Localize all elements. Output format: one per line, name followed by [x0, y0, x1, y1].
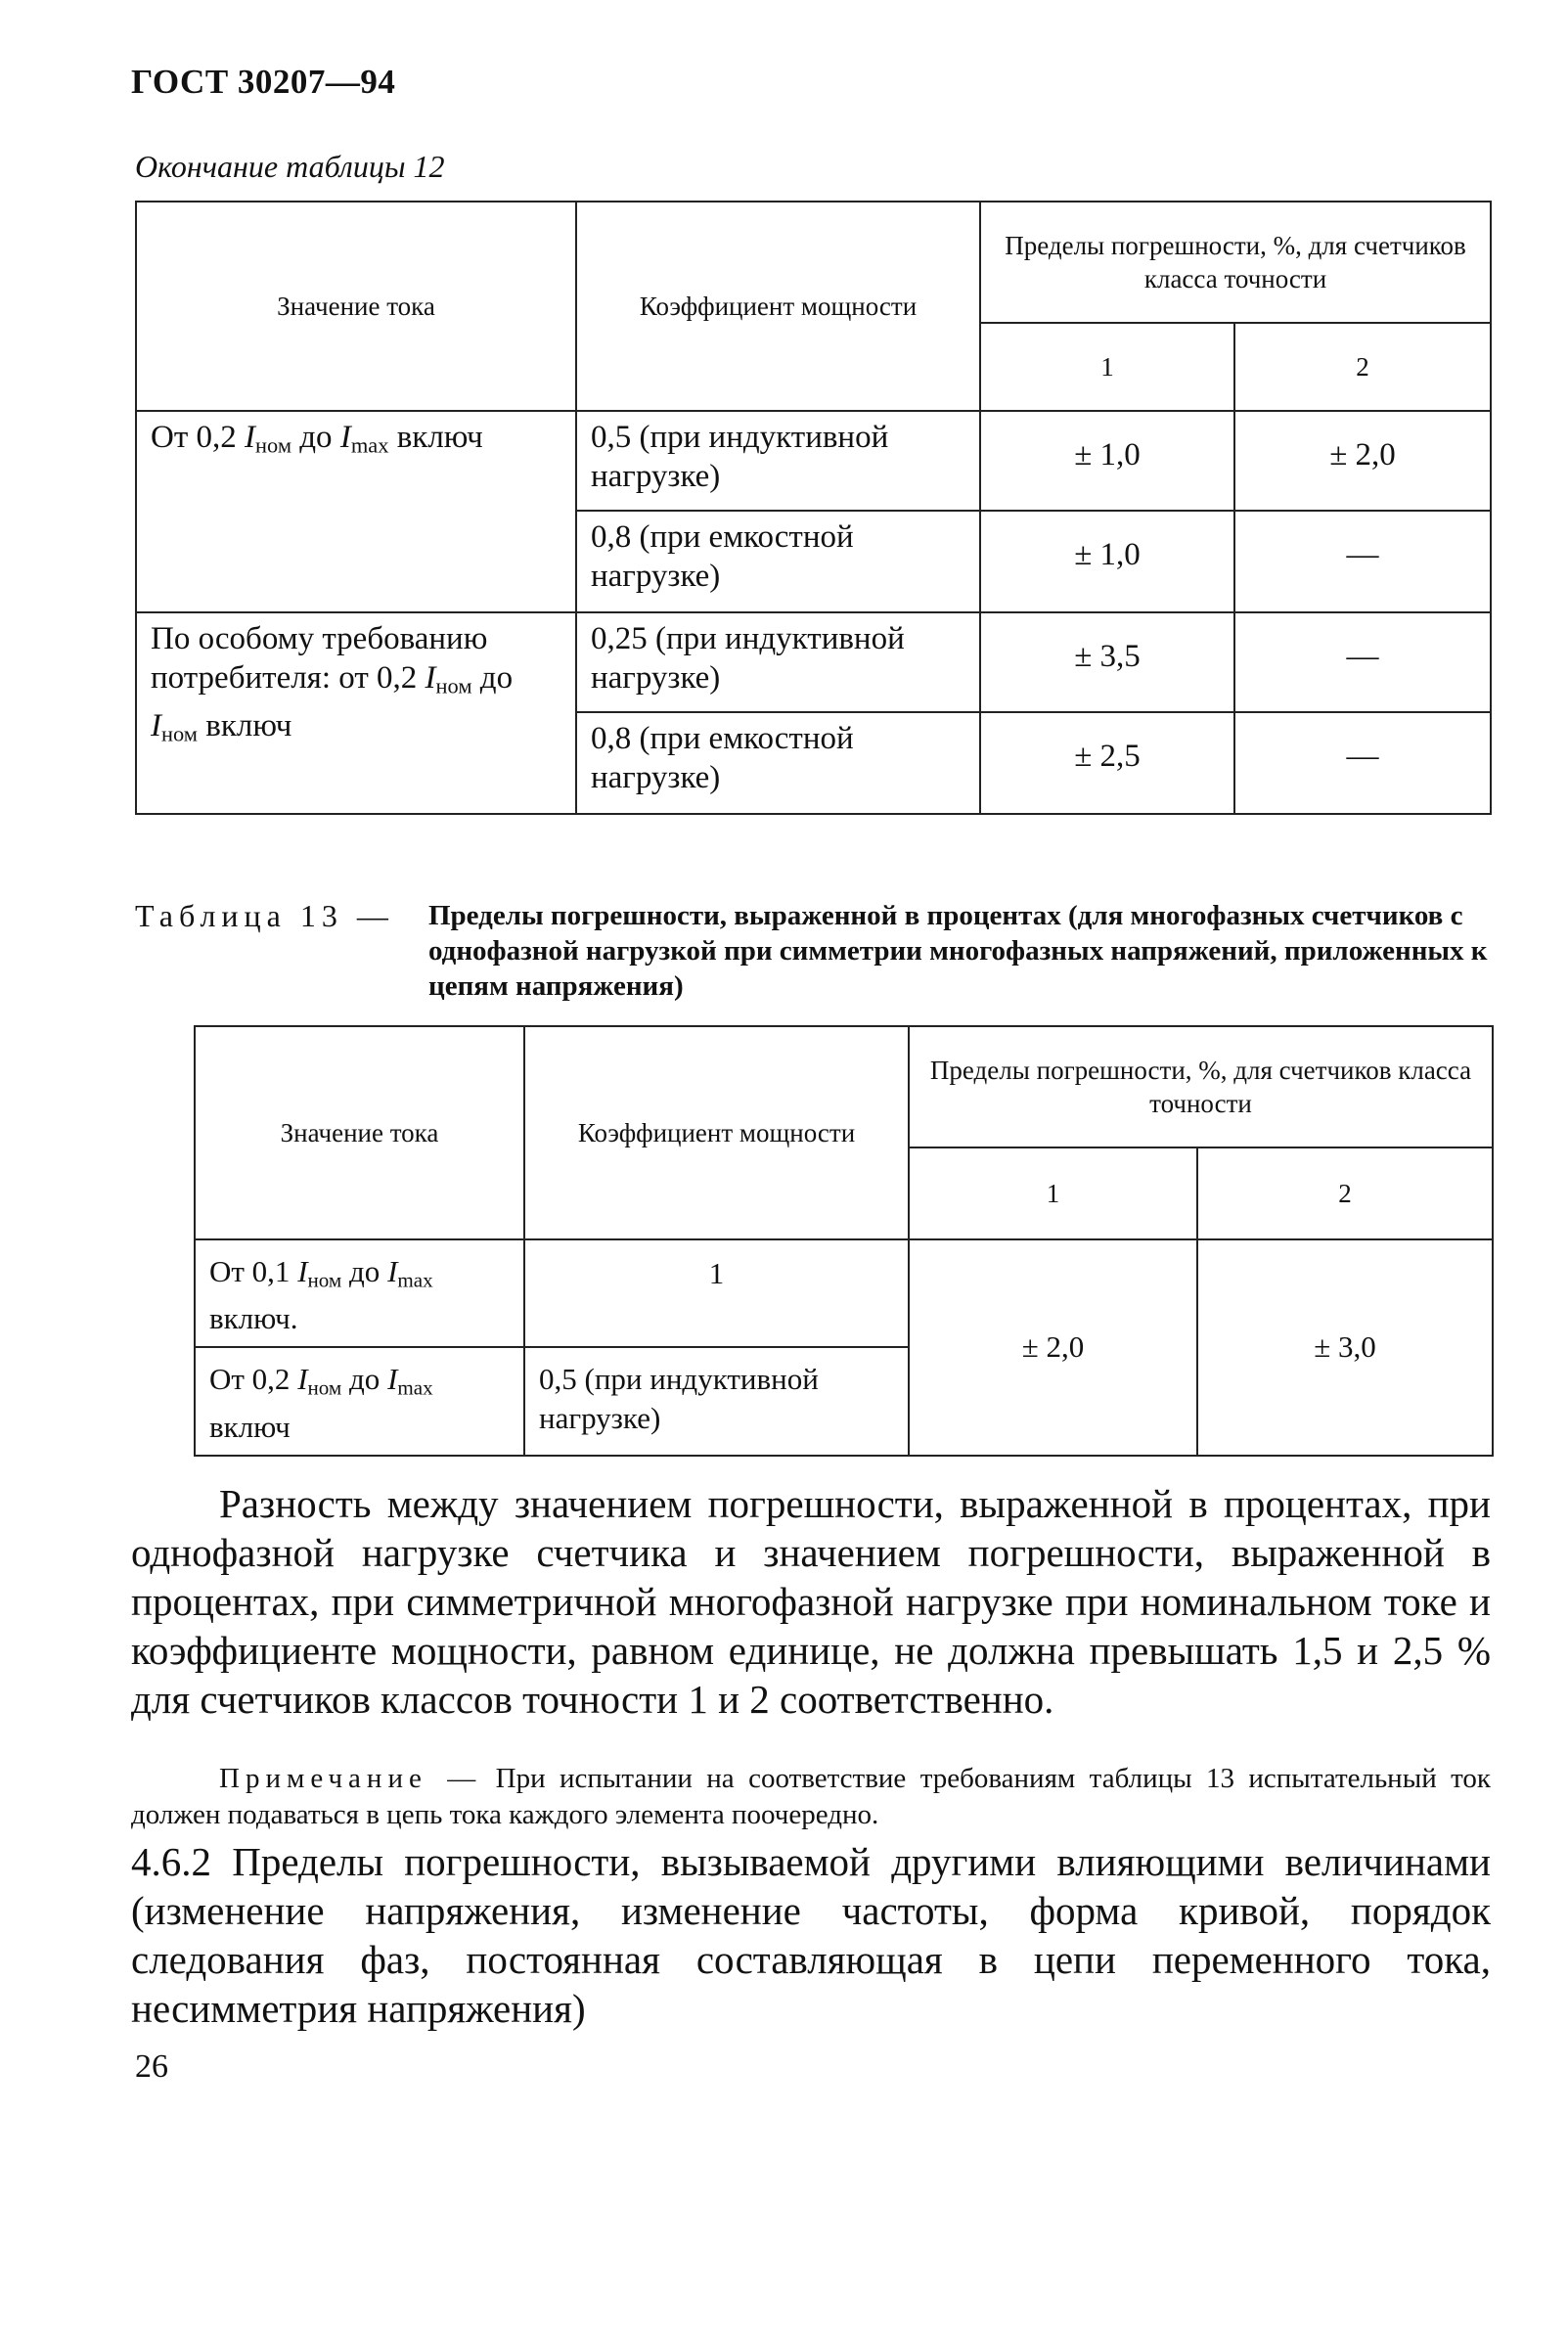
header-power-factor: Коэффициент мощности: [524, 1026, 909, 1239]
document-header: ГОСТ 30207—94: [131, 63, 396, 101]
table-row-current: От 0,2 $I_{ном}$ до $I_{max}$ включ: [195, 1347, 524, 1455]
note: [131, 1761, 1491, 1833]
header-class-1: 1: [909, 1147, 1197, 1239]
table13-title: Пределы погрешности, выраженной в процентах (для многофазных счетчиков с однофазной нагрузкой при симметрии многофазных напряжений, приложенных к цепям напряжения): [428, 900, 1488, 1002]
table-13: [194, 1025, 1494, 1457]
power-factor-cell: 1: [524, 1239, 909, 1347]
table12-caption: Окончание таблицы 12: [135, 149, 445, 184]
header-current: Значение тока: [195, 1026, 524, 1239]
power-factor-cell: 0,5 (при индуктивной нагрузке): [524, 1347, 909, 1455]
header-class-2: 2: [1234, 323, 1491, 411]
table-row-current: По особому требованию потребителя: от 0,2 $I_{ном}$ до $I_{ном}$ включ: [136, 612, 576, 814]
body-paragraph: [131, 1479, 1491, 1724]
note-label: Примечание —: [219, 1763, 482, 1794]
page-number: 26: [135, 2048, 168, 2085]
header-class-1: 1: [980, 323, 1234, 411]
class-1-value: ± 1,0: [980, 511, 1234, 612]
table-row-current: От 0,1 $I_{ном}$ до $I_{max}$ включ.: [195, 1239, 524, 1347]
class-2-value: ± 3,0: [1197, 1239, 1493, 1456]
power-factor-cell: 0,8 (при емкостной нагрузке): [576, 511, 980, 612]
class-2-value: ± 2,0: [1234, 411, 1491, 511]
section-text: 4.6.2 Пределы погрешности, вызываемой другими влияющими величинами (изменение напряжения, изменение частоты, форма кривой, порядок следования фаз, постоянная составляющая в цепи переменного тока, несимметрия напряжения): [131, 1839, 1491, 2031]
class-2-value: —: [1234, 712, 1491, 814]
power-factor-cell: 0,5 (при индуктивной нагрузке): [576, 411, 980, 511]
table13-label: Таблица 13 —: [135, 898, 394, 933]
header-limits: Пределы погрешности, %, для счетчиков класса точности: [909, 1026, 1493, 1147]
class-1-value: ± 3,5: [980, 612, 1234, 712]
paragraph-text: Разность между значением погрешности, выраженной в процентах, при однофазной нагрузке счетчика и значением погрешности, выраженной в процентах, при симметричной многофазной нагрузке при номинальном токе и коэффициенте мощности, равном единице, не должна превышать 1,5 и 2,5 % для счетчиков классов точности 1 и 2 соответственно.: [131, 1481, 1491, 1722]
table-row-current: От 0,2 $I_{ном}$ до $I_{max}$ включ: [136, 411, 576, 612]
class-2-value: —: [1234, 511, 1491, 612]
class-1-value: ± 2,0: [909, 1239, 1197, 1456]
header-power-factor: Коэффициент мощности: [576, 202, 980, 411]
table13-caption: [135, 898, 1490, 1002]
power-factor-cell: 0,8 (при емкостной нагрузке): [576, 712, 980, 814]
note-text: При испытании на соответствие требованиям таблицы 13 испытательный ток должен подаваться в цепь тока каждого элемента поочередно.: [131, 1763, 1491, 1830]
header-limits: Пределы погрешности, %, для счетчиков класса точности: [980, 202, 1491, 323]
class-2-value: —: [1234, 612, 1491, 712]
header-current: Значение тока: [136, 202, 576, 411]
table-12: [135, 201, 1492, 815]
class-1-value: ± 2,5: [980, 712, 1234, 814]
power-factor-cell: 0,25 (при индуктивной нагрузке): [576, 612, 980, 712]
class-1-value: ± 1,0: [980, 411, 1234, 511]
section-4-6-2: [131, 1837, 1491, 2033]
header-class-2: 2: [1197, 1147, 1493, 1239]
